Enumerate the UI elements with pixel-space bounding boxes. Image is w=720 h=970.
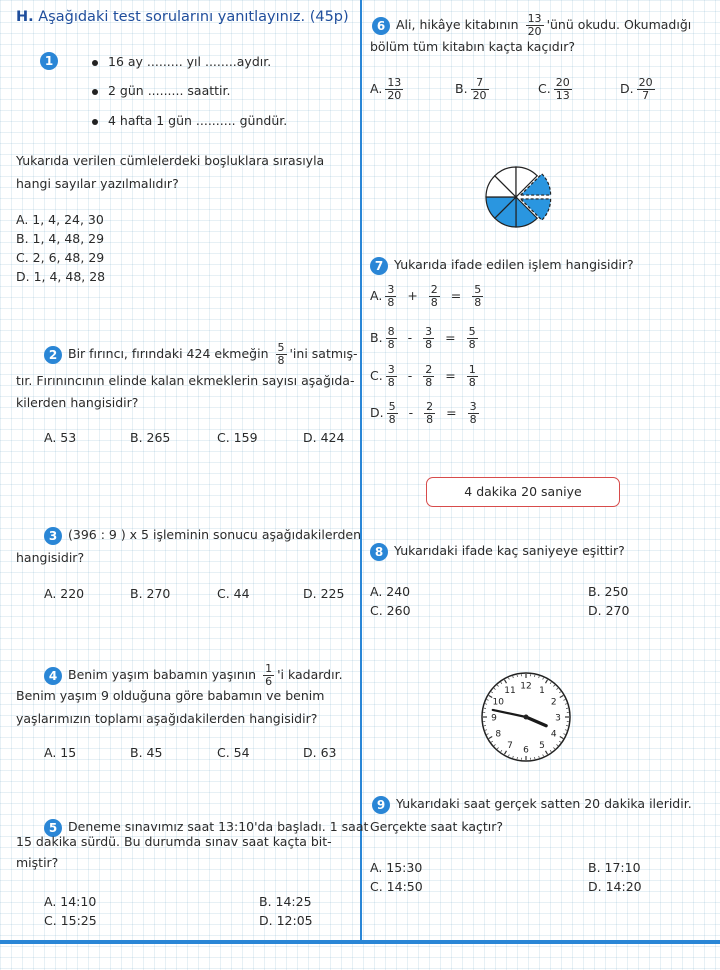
bottom-rule	[0, 940, 720, 944]
q3-option-c: C. 44	[217, 586, 250, 601]
q4-fraction: $\frac{1}{6}$	[265, 662, 273, 688]
q9-line-2: Gerçekte saat kaçtır?	[370, 819, 504, 834]
q8-option-b: B. 250	[588, 584, 629, 599]
q3-line-2: hangisidir?	[16, 550, 85, 565]
q3-line-1: 3 (396 : 9 ) x 5 işleminin sonucu aşağıdakilerden	[44, 522, 361, 548]
q7-option-b: B. $\frac{8}{8}$ - $\frac{3}{8}$ = $\frac{5}{8}$	[370, 325, 476, 351]
q9-clock-figure	[478, 669, 574, 765]
clock-number: 5	[539, 741, 545, 752]
q6-line-2: bölüm tüm kitabın kaçta kaçıdır?	[370, 39, 575, 54]
q5-line-3: miştir?	[16, 855, 59, 870]
q1-line-2: 2 gün ......... saattir.	[92, 78, 231, 104]
q4-line-1: 4 Benim yaşım babamın yaşının $\frac{1}{6}$ 'i kadardır.	[44, 662, 343, 688]
q4-option-c: C. 54	[217, 745, 250, 760]
q8-question: 8 Yukarıdaki ifade kaç saniyeye eşittir?	[370, 538, 625, 564]
section-letter: H.	[16, 9, 34, 25]
q9-number: 9	[372, 796, 390, 814]
q2-option-a: A. 53	[44, 430, 77, 445]
q4-number: 4	[44, 667, 62, 685]
q5-option-d: D. 12:05	[259, 913, 313, 928]
q3-option-d: D. 225	[303, 586, 345, 601]
q7-option-a: A. $\frac{3}{8}$ + $\frac{2}{8}$ = $\frac{5}{8}$	[370, 283, 482, 309]
q5-option-a: A. 14:10	[44, 894, 97, 909]
clock-number: 11	[504, 685, 516, 696]
q2-line-2: tır. Fırınıncının elinde kalan ekmeklerin sayısı aşağıda-	[16, 373, 355, 388]
q3-option-b: B. 270	[130, 586, 171, 601]
q1-number: 1	[40, 52, 64, 70]
q7-option-c: C. $\frac{3}{8}$ - $\frac{2}{8}$ = $\frac{1}{8}$	[370, 363, 476, 389]
q9-option-d: D. 14:20	[588, 879, 642, 894]
clock-number: 1	[539, 685, 545, 696]
q7-option-d: D. $\frac{5}{8}$ - $\frac{2}{8}$ = $\frac{3}{8}$	[370, 400, 477, 426]
q6-number: 6	[372, 17, 390, 35]
q5-option-c: C. 15:25	[44, 913, 97, 928]
q1-prompt-1: Yukarıda verilen cümlelerdeki boşluklara sırasıyla	[16, 153, 325, 168]
q2-option-b: B. 265	[130, 430, 171, 445]
q6-option-c: C. $\frac{20}{13}$	[538, 76, 570, 102]
clock-number: 8	[495, 729, 502, 740]
column-divider	[360, 0, 362, 942]
q6-option-d: D. $\frac{20}{7}$	[620, 76, 653, 102]
clock-number: 3	[555, 713, 561, 724]
q8-option-d: D. 270	[588, 603, 630, 618]
clock-number: 6	[523, 745, 529, 756]
section-title	[16, 9, 349, 25]
q7-pie-figure	[478, 163, 562, 233]
q5-line-1: 5 Deneme sınavımız saat 13:10'da başladı. 1 saat	[44, 814, 368, 840]
clock-number: 7	[507, 741, 513, 752]
q4-option-d: D. 63	[303, 745, 337, 760]
q2-number: 2	[44, 346, 62, 364]
q9-option-c: C. 14:50	[370, 879, 423, 894]
q3-number: 3	[44, 527, 62, 545]
q4-option-a: A. 15	[44, 745, 77, 760]
q2-option-c: C. 159	[217, 430, 258, 445]
section-heading: Aşağıdaki test sorularını yanıtlayınız. (45p)	[38, 9, 349, 25]
q1-option-a: A. 1, 4, 24, 30	[16, 212, 104, 227]
q7-number: 7	[370, 257, 388, 275]
q8-number: 8	[370, 543, 388, 561]
q2-line-1: 2 Bir fırıncı, fırındaki 424 ekmeğin $\frac{5}{8}$ 'ini satmış-	[44, 341, 358, 367]
q1-option-c: C. 2, 6, 48, 29	[16, 250, 105, 265]
q6-option-a: A. $\frac{13}{20}$	[370, 76, 402, 102]
q1-option-d: D. 1, 4, 48, 28	[16, 269, 106, 284]
q9-option-a: A. 15:30	[370, 860, 423, 875]
clock-center	[524, 715, 529, 720]
q2-fraction: $\frac{5}{8}$	[277, 341, 285, 367]
q5-option-b: B. 14:25	[259, 894, 312, 909]
q4-line-2: Benim yaşım 9 olduğuna göre babamın ve benim	[16, 688, 325, 703]
q6-line-1: 6 Ali, hikâye kitabının $\frac{13}{20}$ 'ünü okudu. Okumadığı	[372, 12, 691, 38]
clock-number: 12	[520, 681, 532, 692]
q1-option-b: B. 1, 4, 48, 29	[16, 231, 105, 246]
q8-option-a: A. 240	[370, 584, 411, 599]
q1-line-1: 16 ay ......... yıl ........aydır.	[92, 49, 271, 75]
q7-question: 7 Yukarıda ifade edilen işlem hangisidir?	[370, 252, 634, 278]
q4-line-3: yaşlarımızın toplamı aşağıdakilerden hangisidir?	[16, 711, 318, 726]
q9-line-1: 9 Yukarıdaki saat gerçek satten 20 dakika ileridir.	[372, 791, 692, 817]
q8-duration-box: 4 dakika 20 saniye	[426, 477, 620, 507]
clock-number: 2	[550, 697, 557, 708]
q1-prompt-2: hangi sayılar yazılmalıdır?	[16, 176, 179, 191]
q8-option-c: C. 260	[370, 603, 411, 618]
q5-number: 5	[44, 819, 62, 837]
q5-line-2: 15 dakika sürdü. Bu durumda sınav saat kaçta bit-	[16, 834, 332, 849]
q4-option-b: B. 45	[130, 745, 163, 760]
q3-option-a: A. 220	[44, 586, 85, 601]
q1-line-3: 4 hafta 1 gün .......... gündür.	[92, 108, 287, 134]
q6-fraction: $\frac{13}{20}$	[527, 12, 542, 38]
q2-line-3: kilerden hangisidir?	[16, 395, 139, 410]
clock-number: 4	[550, 729, 557, 740]
clock-number: 9	[491, 713, 497, 724]
q2-option-d: D. 424	[303, 430, 345, 445]
clock-number: 10	[492, 697, 505, 708]
q9-option-b: B. 17:10	[588, 860, 641, 875]
q6-option-b: B. $\frac{7}{20}$	[455, 76, 487, 102]
